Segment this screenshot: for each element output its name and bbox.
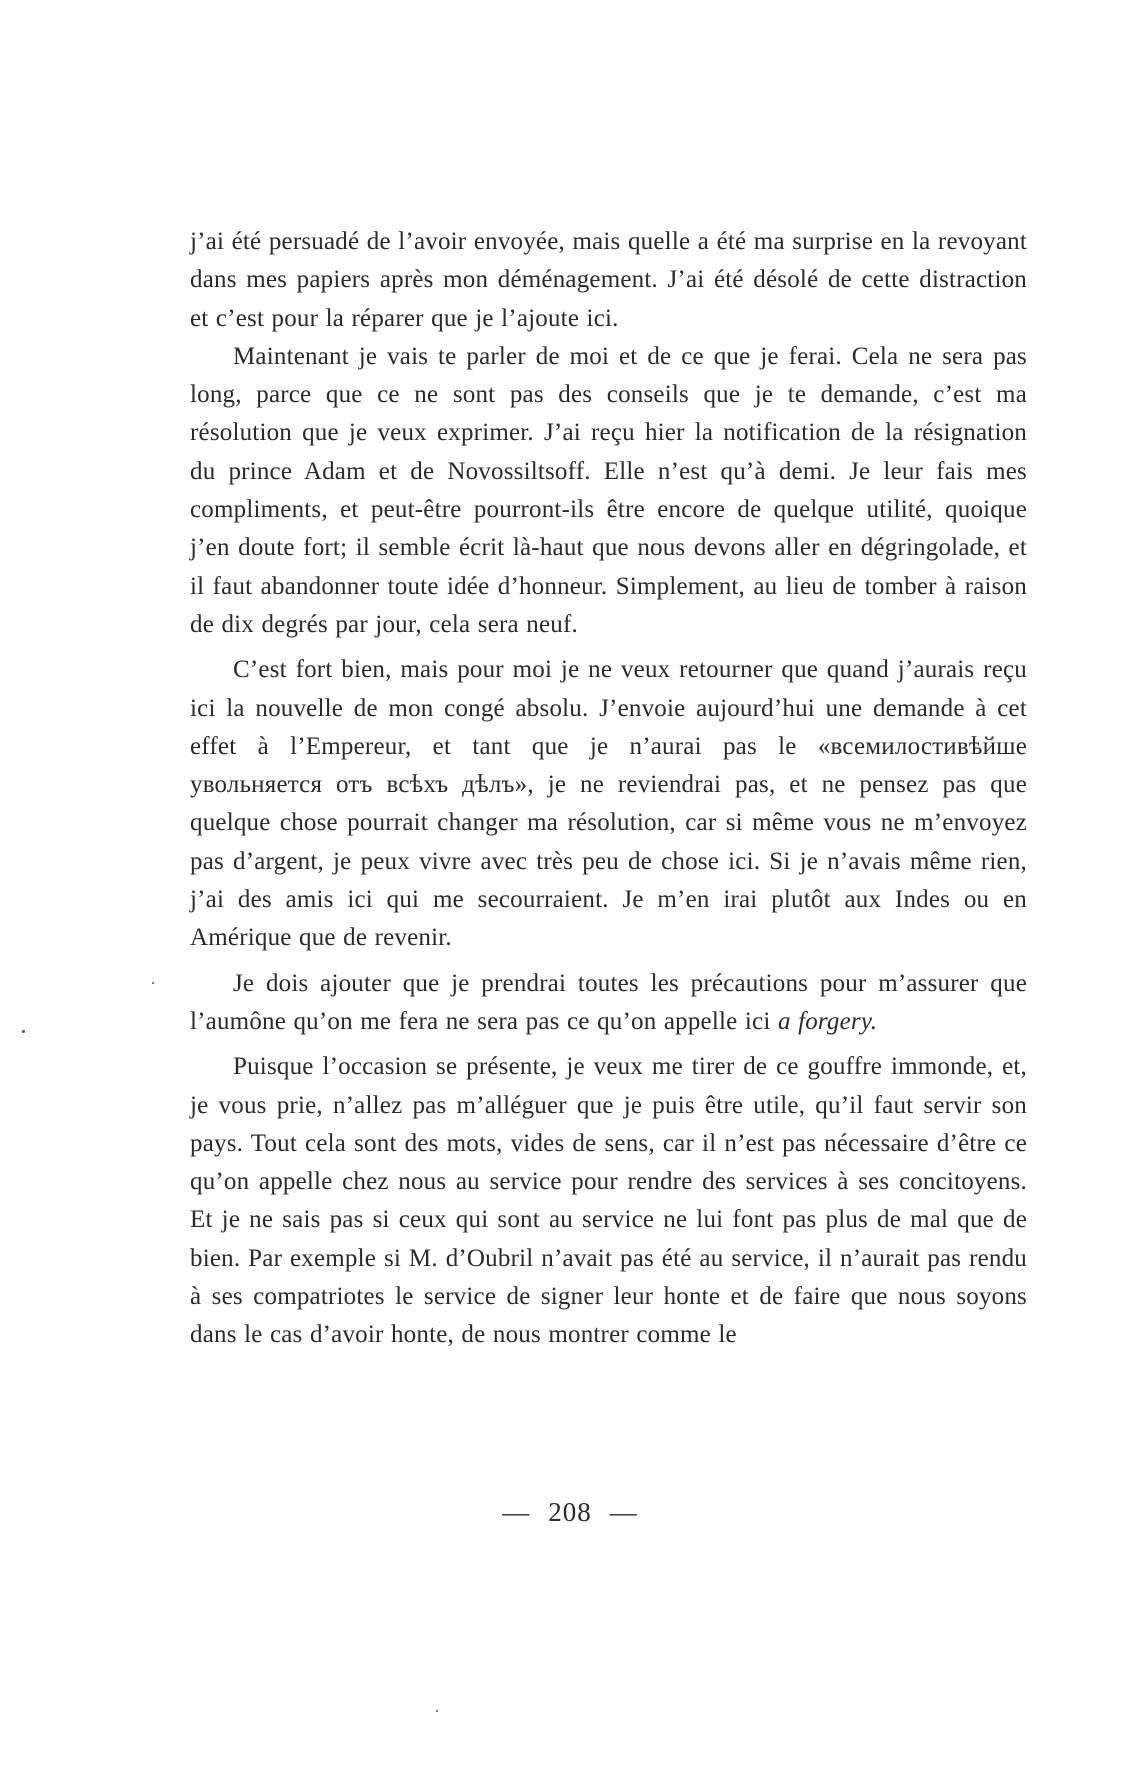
paragraph-4 [190,965,1027,1042]
body-text [190,223,1027,1355]
scan-speck [152,982,154,984]
scan-speck [436,1710,438,1712]
paragraph-3: C’est fort bien, mais pour moi je ne veux retourner que quand j’aurais reçu ici la nouvelle de mon congé absolu. J’envoie aujourd’hui une demande à cet effet à l’Empereur, et tant que je n’aurai pas le «всемилостивѣйше увольняется отъ всѣхъ дѣлъ», je ne reviendrai pas, et ne pensez pas que quelque chose pourrait changer ma résolution, car si même vous ne m’envoyez pas d’argent, je peux vivre avec très peu de chose ici. Si je n’avais même rien, j’ai des amis ici qui me secourraient. Je m’en irai plutôt aux Indes ou en Amérique que de revenir. [190,656,1027,952]
paragraph-2: Maintenant je vais te parler de moi et de ce que je ferai. Cela ne sera pas long, parce que ce ne sont pas des conseils que je te demande, c’est ma résolution que je veux exprimer. J’ai reçu hier la notification de la résignation du prince Adam et de Novossiltsoff. Elle n’est qu’à demi. Je leur fais mes compliments, et peut-être pourront-ils être encore de quelque utilité, quoique j’en doute fort; il semble écrit là-haut que nous devons aller en dégringolade, et il faut abandonner toute idée d’honneur. Simplement, au lieu de tomber à raison de dix degrés par jour, cela sera neuf. [190,342,1027,638]
page-number-footer [0,1497,1140,1528]
page-number-dash-left: — [502,1497,531,1527]
paragraph-1: j’ai été persuadé de l’avoir envoyée, mais quelle a été ma surprise en la revoyant dans mes papiers après mon déménagement. J’ai été désolé de cette distraction et c’est pour la réparer que je l’ajoute ici. [190,228,1027,332]
paragraph-4-italic: a forgery. [777,1007,878,1035]
page-number: 208 [548,1497,592,1527]
paragraph-5: Puisque l’occasion se présente, je veux me tirer de ce gouffre immonde, et, je vous prie, n’allez pas m’alléguer que je puis être utile, qu’il faut servir son pays. Tout cela sont des mots, vides de sens, car il n’est pas nécessaire d’être ce qu’on appelle chez nous au service pour rendre des services à ses concitoyens. Et je ne sais pas si ceux qui sont au service ne lui font pas plus de mal que de bien. Par exemple si M. d’Oubril n’avait pas été au service, il n’aurait pas rendu à ses compatriotes le service de signer leur honte et de faire que nous soyons dans le cas d’avoir honte, de nous montrer comme le [190,1053,1027,1349]
paragraph-4-text: Je dois ajouter que je prendrai toutes les précautions pour m’assurer que l’aumône qu’on me fera ne sera pas ce qu’on appelle ici [190,969,1027,1035]
scan-speck [22,1030,25,1033]
page-number-dash-right: — [609,1497,638,1527]
